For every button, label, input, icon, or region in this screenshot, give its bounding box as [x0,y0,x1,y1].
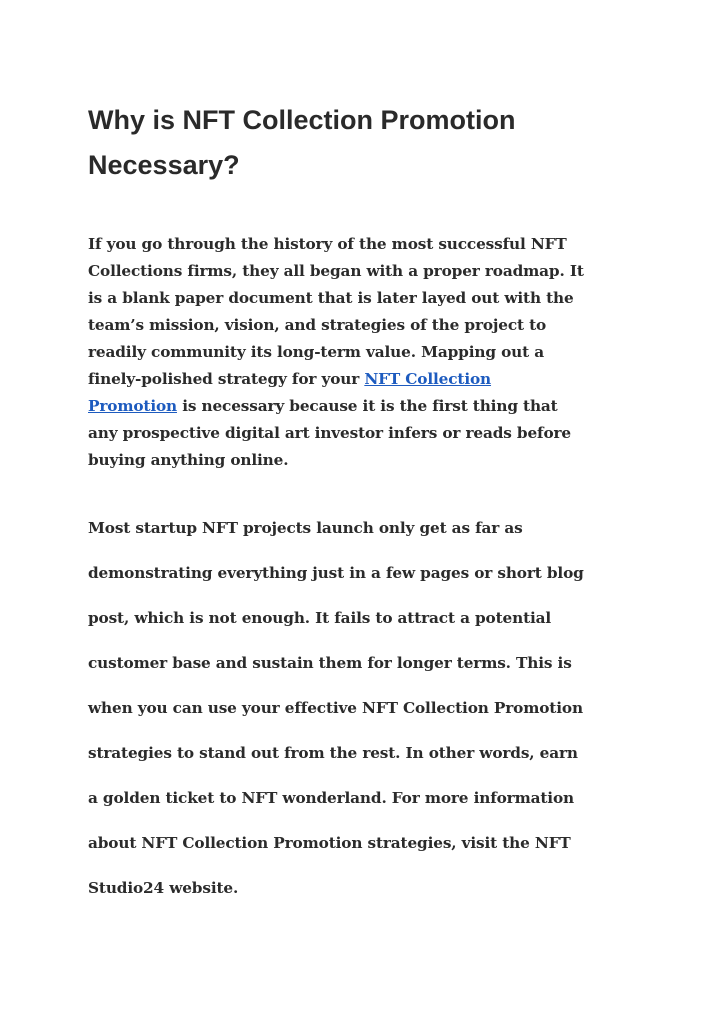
paragraph-line: is a blank paper document that is later layed out with the [88,289,574,307]
paragraph-line: customer base and sustain them for longer terms. This is [88,654,572,672]
paragraph-text: is necessary because it is the first thing that [177,397,558,415]
paragraph-line: a golden ticket to NFT wonderland. For more information [88,789,574,807]
paragraph-line: Studio24 website. [88,879,239,897]
paragraph-text: finely-polished strategy for your [88,370,365,388]
paragraph-line: team’s mission, vision, and strategies of the project to [88,316,547,334]
paragraph-line [88,393,644,420]
paragraph-line: about NFT Collection Promotion strategies, visit the NFT [88,834,571,852]
paragraph-line: If you go through the history of the most successful NFT [88,235,567,253]
article-title [88,98,648,188]
paragraph-line: strategies to stand out from the rest. In other words, earn [88,744,578,762]
paragraph-line: Most startup NFT projects launch only get as far as [88,519,523,537]
title-line: Necessary? [88,150,240,180]
title-line: Why is NFT Collection Promotion [88,105,516,135]
paragraph-line: when you can use your effective NFT Collection Promotion [88,699,583,717]
paragraph-line: buying anything online. [88,451,289,469]
intro-paragraph [88,231,644,474]
body-paragraph [88,506,644,911]
paragraph-line: post, which is not enough. It fails to attract a potential [88,609,552,627]
paragraph-line [88,366,644,393]
nft-collection-promotion-link-continued[interactable]: Promotion [88,397,178,415]
paragraph-line: Collections firms, they all began with a proper roadmap. It [88,262,584,280]
nft-collection-promotion-link[interactable]: NFT Collection [364,370,492,388]
paragraph-line: any prospective digital art investor infers or reads before [88,424,572,442]
paragraph-line: demonstrating everything just in a few pages or short blog [88,564,584,582]
paragraph-line: readily community its long-term value. Mapping out a [88,343,544,361]
